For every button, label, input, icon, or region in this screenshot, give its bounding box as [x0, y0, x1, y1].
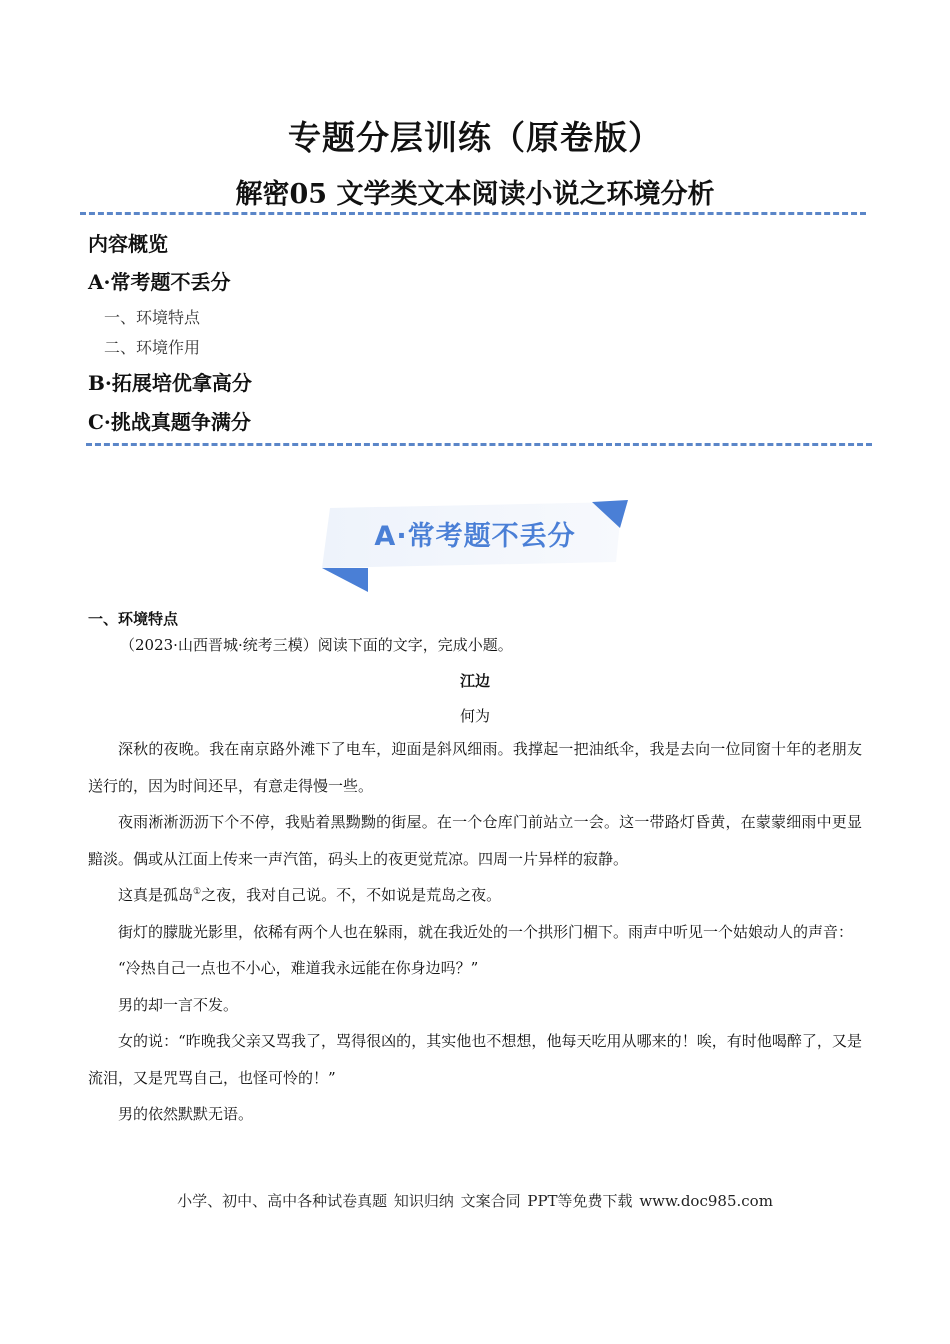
page-footer: 小学、初中、高中各种试卷真题 知识归纳 文案合同 PPT等免费下载 www.doc985.com: [177, 1192, 773, 1210]
paragraph: 男的却一言不发。: [118, 995, 239, 1014]
toc-subitem-environment-features[interactable]: 一、环境特点: [104, 308, 201, 327]
toc-item-a[interactable]: A·常考题不丢分: [88, 270, 231, 294]
banner-label: A·常考题不丢分: [374, 521, 576, 552]
section-banner: [322, 500, 628, 592]
story-body: [88, 731, 862, 1133]
section-heading: 一、环境特点: [88, 610, 179, 628]
island-text-b: 之夜，我对自己说。不，不如说是荒岛之夜。: [201, 886, 502, 904]
paragraph: 夜雨淅淅沥沥下个不停，我贴着黑黝黝的街屋。在一个仓库门前站立一会。这一带路灯昏黄，在蒙蒙细雨中更显黯淡。偶或从江面上传来一声汽笛，码头上的夜更觉荒凉。四周一片异样的寂静。: [88, 813, 862, 868]
toc-item-b[interactable]: B·拓展培优拿高分: [88, 371, 252, 395]
bottom-divider: [86, 443, 872, 446]
toc-heading: 内容概览: [88, 232, 168, 256]
toc-subitem-environment-functions[interactable]: 二、环境作用: [104, 338, 201, 357]
island-text-a: 这真是孤岛: [118, 886, 194, 904]
story-title: 江边: [459, 672, 490, 690]
paragraph: 女的说：“昨晚我父亲又骂我了，骂得很凶的，其实他也不想想，他每天吃用从哪来的！唉，有时他喝醉了，又是流泪，又是咒骂自己，也怪可怜的！”: [88, 1032, 862, 1087]
footnote-marker[interactable]: ①: [193, 887, 202, 897]
paragraph: 男的依然默默无语。: [118, 1105, 254, 1123]
toc-item-c[interactable]: C·挑战真题争满分: [88, 410, 251, 434]
story-author: 何为: [459, 707, 490, 725]
page-subtitle: 解密05 文学类文本阅读小说之环境分析: [235, 179, 715, 210]
page-title: 专题分层训练（原卷版）: [288, 118, 662, 157]
question-intro: （2023·山西晋城·统考三模）阅读下面的文字，完成小题。: [120, 636, 513, 654]
paragraph: 街灯的朦胧光影里，依稀有两个人也在躲雨，就在我近处的一个拱形门楣下。雨声中听见一个姑娘动人的声音：: [118, 922, 854, 941]
paragraph: “冷热自己一点也不小心，难道我永远能在你身边吗？”: [118, 959, 479, 977]
paragraph: [88, 877, 862, 914]
paragraph: 深秋的夜晚。我在南京路外滩下了电车，迎面是斜风细雨。我撑起一把油纸伞，我是去向一位同窗十年的老朋友送行的，因为时间还早，有意走得慢一些。: [88, 740, 862, 795]
top-divider: [80, 212, 866, 215]
